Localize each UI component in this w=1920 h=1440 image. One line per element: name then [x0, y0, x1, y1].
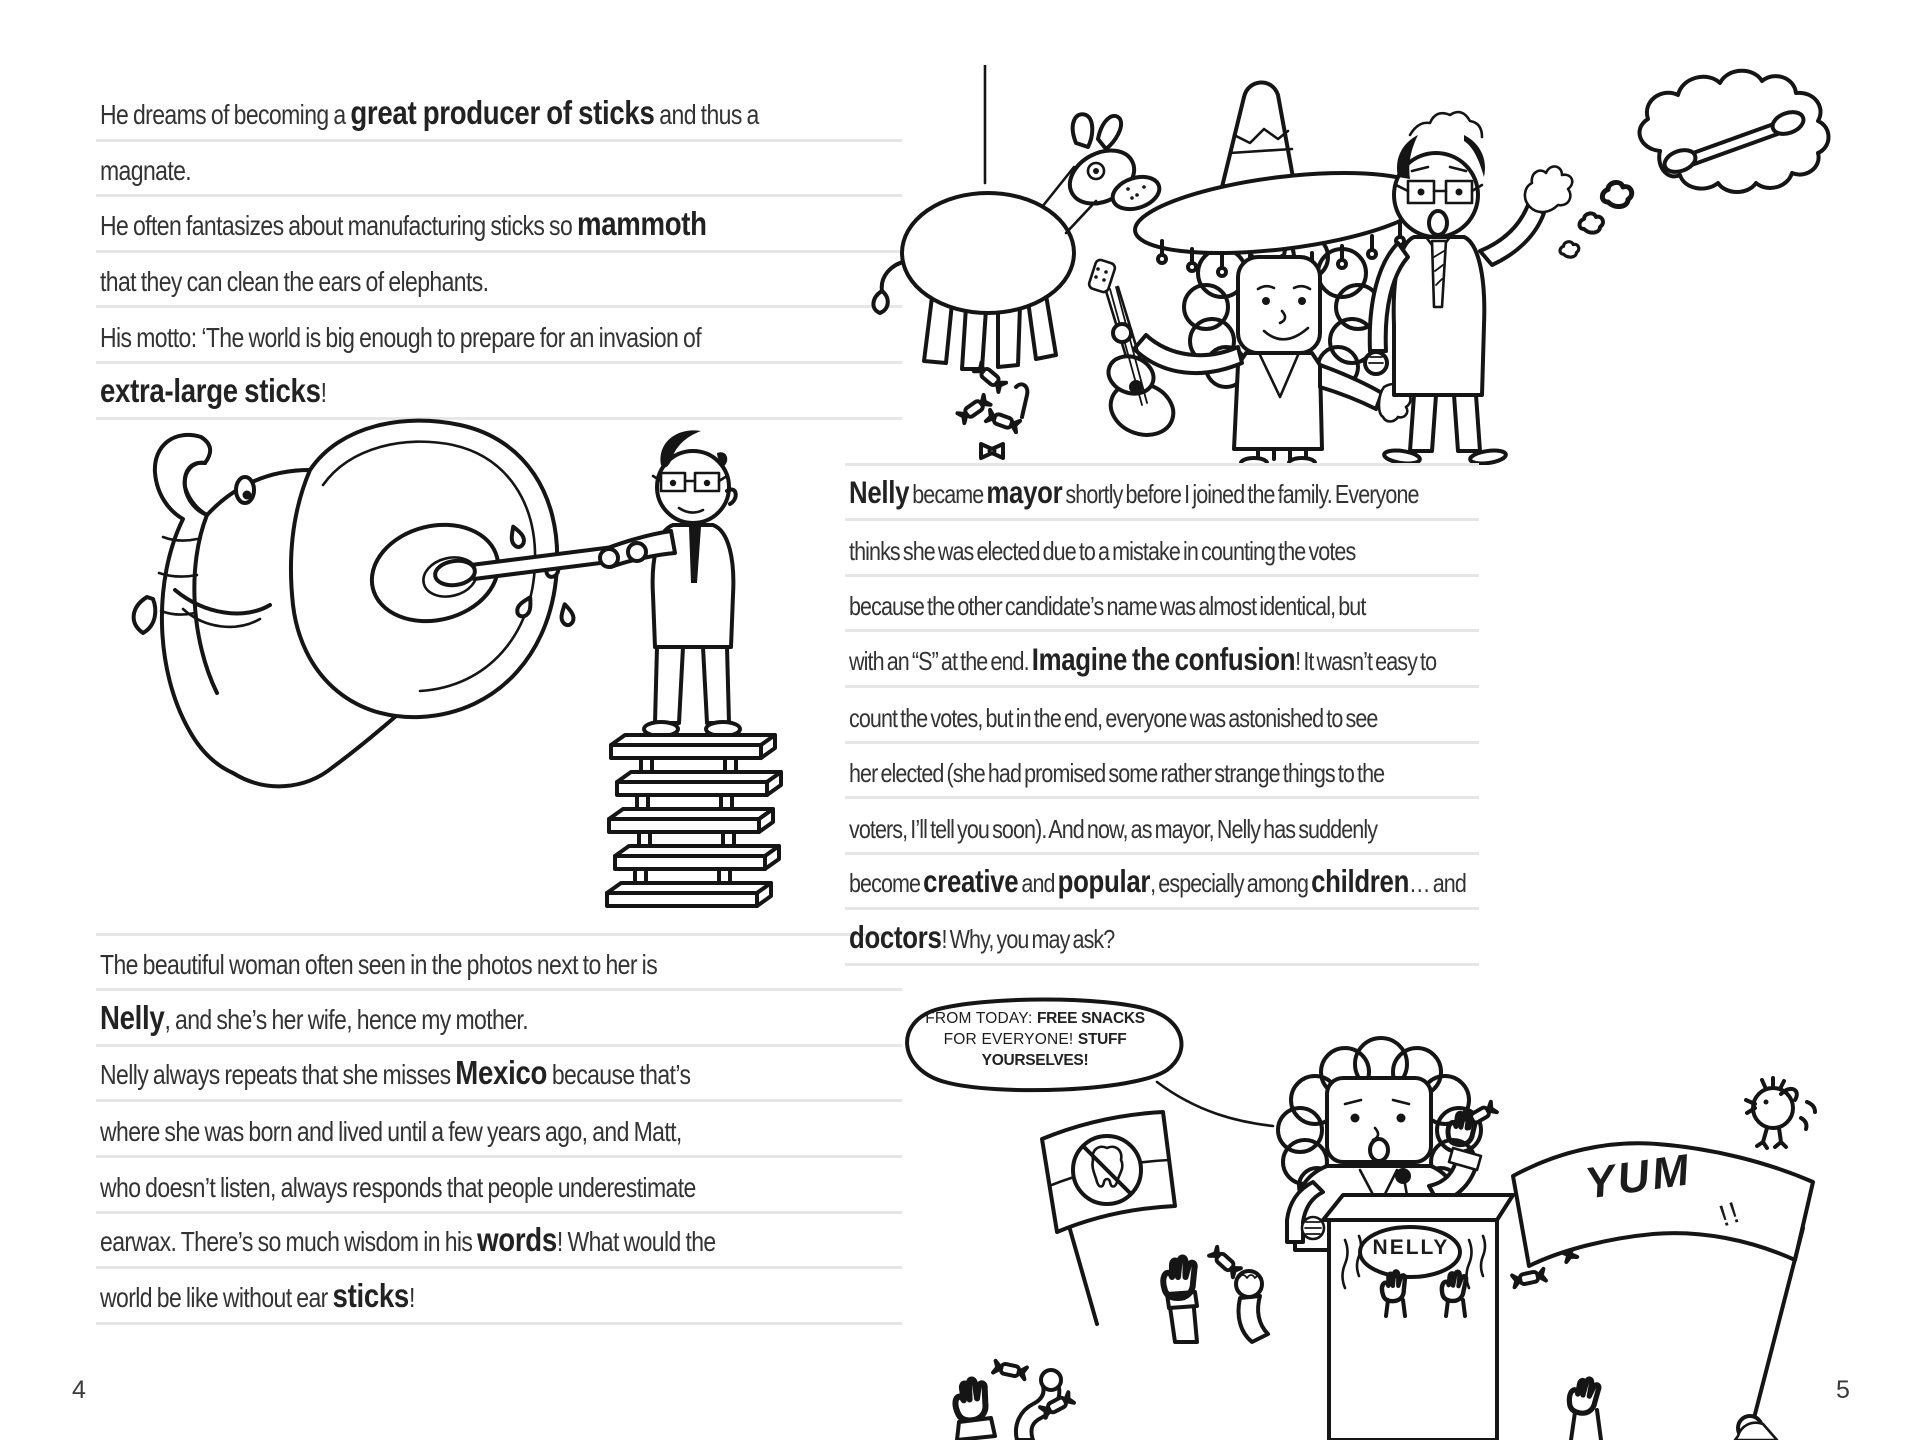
text-line-content: where she was born and lived until a few years ago, and Matt,	[100, 1115, 682, 1148]
matt-figure	[600, 430, 740, 736]
text-line-content: her elected (she had promised some rather strange things to the	[849, 758, 1385, 789]
text-line-content: magnate.	[100, 154, 192, 187]
page-number-right: 5	[1836, 1376, 1850, 1404]
text-line	[845, 521, 1479, 577]
text-line-content: who doesn’t listen, always responds that people underestimate	[100, 1170, 696, 1203]
text-line	[96, 880, 902, 936]
text-line-content	[96, 925, 100, 932]
text-line-content: Nelly became mayor shortly before I joined the family. Everyone	[849, 476, 1419, 511]
text-line-content: His motto: ‘The world is big enough to prepare for an invasion of	[100, 321, 702, 354]
text-line	[96, 86, 902, 142]
sombrero-icon	[1131, 82, 1434, 278]
text-line	[845, 410, 1479, 466]
podium	[1302, 1195, 1513, 1440]
text-line	[845, 688, 1479, 744]
paragraph-sticks-dream	[96, 86, 902, 420]
speech-bubble-text	[915, 1008, 1155, 1071]
text-line-content: FOR EVERYONE! STUFF	[943, 1031, 1127, 1048]
text-line-content: that they can clean the ears of elephants.	[100, 265, 489, 298]
text-line-content: The beautiful woman often seen in the photos next to her is	[100, 948, 658, 981]
text-line-content: with an “S” at the end. Imagine the confusion! It wasn’t easy to	[849, 642, 1437, 678]
text-line-content: doctors! Why, you may ask?	[849, 920, 1115, 956]
text-line	[845, 632, 1479, 688]
chick-icon	[1746, 1078, 1815, 1148]
text-line-content: earwax. There’s so much wisdom in his words! What would the	[100, 1220, 716, 1259]
text-line	[96, 364, 902, 420]
text-line-content: Nelly, and she’s her wife, hence my mother.	[100, 998, 528, 1036]
text-line	[915, 1050, 1155, 1071]
page-number-left: 4	[72, 1376, 86, 1404]
text-line	[845, 855, 1479, 911]
banner-exclamation-marks: !!	[1715, 1195, 1746, 1234]
text-line	[845, 577, 1479, 633]
text-line	[96, 1102, 902, 1158]
paragraph-nelly-intro	[96, 880, 902, 1325]
elephant-ear-cleaning-illustration	[105, 415, 785, 935]
striped-tie-icon	[1432, 241, 1446, 307]
elephant-icon	[134, 421, 558, 787]
paragraph-nelly-mayor	[845, 410, 1479, 966]
text-line	[96, 936, 902, 992]
text-line-content	[845, 455, 849, 462]
text-line-content: world be like without ear sticks!	[100, 1276, 415, 1314]
text-line-content: Nelly always repeats that she misses Mexico because that’s	[100, 1053, 691, 1092]
pinata-party-illustration	[870, 65, 1870, 465]
text-line-content: because the other candidate’s name was almost identical, but	[849, 592, 1366, 622]
text-line	[845, 744, 1479, 800]
podium-name-label: NELLY	[1372, 1236, 1450, 1259]
flag-no-tooth-icon	[1042, 1112, 1175, 1324]
text-line-content: He often fantasizes about manufacturing sticks so mammoth	[100, 204, 707, 242]
text-line-content: voters, I’ll tell you soon). And now, as mayor, Nelly has suddenly	[849, 814, 1378, 844]
text-line-content: thinks she was elected due to a mistake in counting the votes	[849, 536, 1356, 566]
text-line-content: become creative and popular, especially among children… and	[849, 865, 1466, 900]
text-line	[915, 1029, 1155, 1050]
text-line-content: extra-large sticks!	[100, 370, 327, 409]
text-line	[96, 1158, 902, 1214]
banner-pole	[1753, 1228, 1803, 1422]
banner-yum-text: YUM	[1582, 1145, 1695, 1209]
text-line	[845, 799, 1479, 855]
text-line	[96, 1214, 902, 1270]
text-line	[96, 308, 902, 364]
text-line-content: He dreams of becoming a great producer of sticks and thus a	[100, 92, 759, 131]
thought-bubble-icon	[1639, 71, 1828, 192]
text-line	[96, 197, 902, 253]
text-line	[96, 991, 902, 1047]
text-line	[96, 253, 902, 309]
text-line	[845, 466, 1479, 522]
text-line-content: FROM TODAY: FREE SNACKS	[925, 1010, 1145, 1027]
text-line-content: count the votes, but in the end, everyone was astonished to see	[849, 703, 1378, 733]
text-line	[96, 1269, 902, 1325]
text-line	[96, 1047, 902, 1103]
text-line-content: YOURSELVES!	[981, 1052, 1089, 1069]
text-line	[96, 142, 902, 198]
text-line	[845, 910, 1479, 966]
text-line	[915, 1008, 1155, 1029]
